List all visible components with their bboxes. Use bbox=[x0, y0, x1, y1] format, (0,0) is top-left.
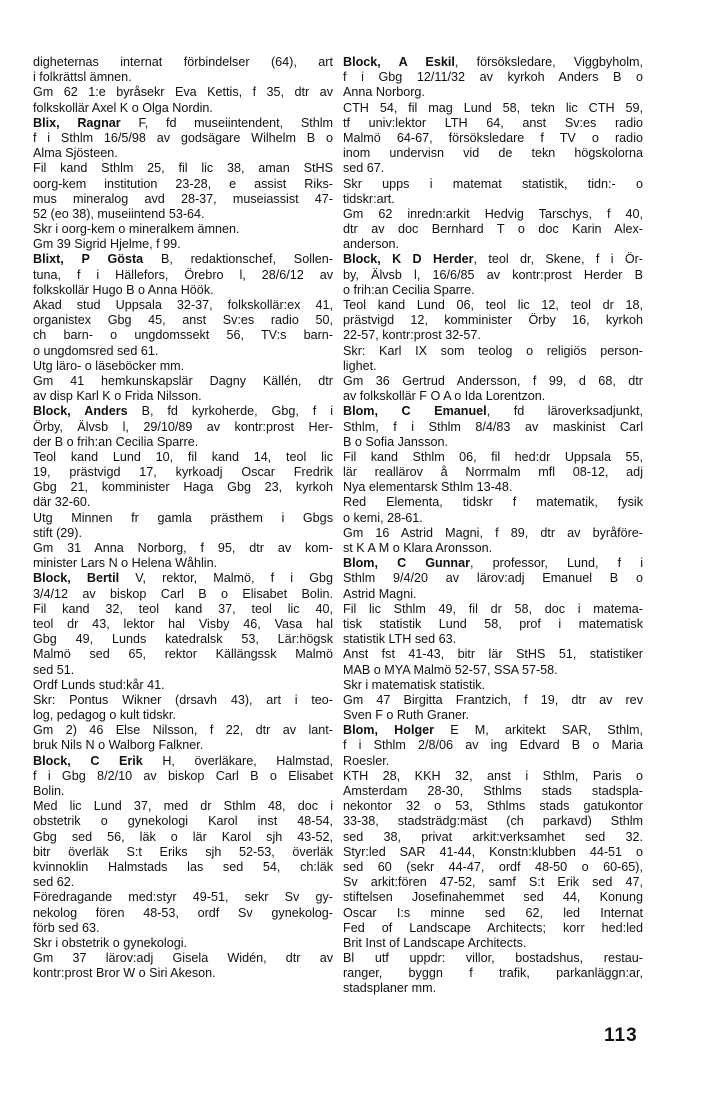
line-text: Skr: Pontus Wikner (drsavh 43), art i teo- bbox=[33, 692, 333, 707]
line-text: Astrid Magni. bbox=[343, 586, 417, 601]
text-line bbox=[343, 450, 643, 465]
line-text: der B o frih:an Cecilia Sparre. bbox=[33, 434, 199, 449]
entry-heading-line bbox=[343, 252, 643, 267]
line-text: Roesler. bbox=[343, 753, 390, 768]
line-text: nekolog fören 48-53, ordf Sv gynekolog- bbox=[33, 905, 333, 920]
line-text: stadsplaner mm. bbox=[343, 981, 437, 996]
entry-name: Blixt, P Gösta bbox=[33, 252, 144, 267]
text-line bbox=[33, 222, 333, 237]
text-line bbox=[33, 738, 333, 753]
text-line bbox=[33, 328, 333, 343]
entry-name: Block, C Erik bbox=[33, 753, 143, 768]
line-text: Fil kand 32, teol kand 37, teol lic 40, bbox=[33, 601, 333, 616]
line-text: Gm 2) 46 Else Nilsson, f 22, dtr av lant- bbox=[33, 723, 333, 738]
text-line bbox=[33, 723, 333, 738]
text-line bbox=[33, 693, 333, 708]
line-text: Bl utf uppdr: villor, bostadshus, restau- bbox=[343, 951, 643, 966]
text-line bbox=[33, 951, 333, 966]
line-text: Skr i matematisk statistik. bbox=[343, 677, 486, 692]
text-line bbox=[33, 966, 333, 981]
text-line bbox=[343, 754, 643, 769]
text-line bbox=[33, 101, 333, 116]
text-line bbox=[33, 450, 333, 465]
line-text: statistik LTH sed 63. bbox=[343, 632, 457, 647]
entry-heading-line bbox=[33, 252, 333, 267]
text-line bbox=[343, 192, 643, 207]
text-line bbox=[33, 814, 333, 829]
line-text: f i Gbg 12/11/32 av kyrkoh Anders B o bbox=[343, 70, 643, 85]
text-line bbox=[343, 860, 643, 875]
line-text: o frih:an Cecilia Sparre. bbox=[343, 282, 475, 297]
line-text: Gbg 49, Lunds katedralsk 53, Lär:högsk bbox=[33, 632, 333, 647]
line-text: folkskollär Hugo B o Anna Höök. bbox=[33, 282, 214, 297]
line-text: lighet. bbox=[343, 358, 377, 373]
text-line bbox=[33, 298, 333, 313]
entry-heading-line bbox=[343, 404, 643, 419]
line-text: tisk statistik Lund 58, prof i matematisk bbox=[343, 616, 643, 631]
text-line bbox=[343, 921, 643, 936]
line-text: Malmö 64-67, försöksledare f TV o radio bbox=[343, 130, 643, 145]
text-line bbox=[343, 237, 643, 252]
line-text: Sthlm, f i Sthlm 8/4/83 av maskinist Carl bbox=[343, 419, 643, 434]
entry-heading-line bbox=[343, 55, 643, 70]
line-text: obstetrik o gynekologi Karol inst 48-54, bbox=[33, 814, 333, 829]
line-text: sed 51. bbox=[33, 662, 75, 677]
text-line bbox=[33, 161, 333, 176]
line-text: f i Gbg 8/2/10 av biskop Carl B o Elisabet bbox=[33, 768, 333, 783]
text-line bbox=[343, 784, 643, 799]
line-text: kvinnoklin Halmstads las sed 54, ch:läk bbox=[33, 859, 333, 874]
text-line bbox=[33, 146, 333, 161]
line-text: oorg-kem institution 23-28, e assist Riks- bbox=[33, 176, 333, 191]
text-line bbox=[343, 830, 643, 845]
line-text: dtr av doc Bernhard T o doc Karin Alex- bbox=[343, 222, 643, 237]
line-text: lär reallärov å Norrmalm mfl 08-12, adj bbox=[343, 465, 643, 480]
line-text: Styr:led SAR 41-44, Konstn:klubben 44-51 o bbox=[343, 844, 643, 859]
line-text: av disp Karl K o Frida Nilsson. bbox=[33, 389, 202, 404]
text-line bbox=[33, 769, 333, 784]
line-text: Skr upps i matemat statistik, tidn:- o bbox=[343, 176, 643, 191]
entry-heading-line bbox=[343, 556, 643, 571]
line-text: , teol dr, Skene, f i Ör- bbox=[473, 252, 643, 267]
text-line bbox=[33, 830, 333, 845]
text-line bbox=[33, 526, 333, 541]
line-text: ranger, byggn f trafik, parkanläggn:ar, bbox=[343, 966, 643, 981]
text-line bbox=[343, 617, 643, 632]
line-text: Sven F o Ruth Graner. bbox=[343, 708, 469, 723]
text-line bbox=[343, 207, 643, 222]
line-text: nekontor 32 o 53, Sthlms stads gatukontor bbox=[343, 799, 643, 814]
line-text: folkskollär Axel K o Olga Nordin. bbox=[33, 100, 213, 115]
text-line bbox=[33, 511, 333, 526]
text-line bbox=[33, 860, 333, 875]
text-line bbox=[33, 906, 333, 921]
text-line bbox=[33, 921, 333, 936]
text-line bbox=[33, 420, 333, 435]
entry-name: Block, Bertil bbox=[33, 571, 120, 586]
line-text: o ungdomsred sed 61. bbox=[33, 343, 159, 358]
text-line bbox=[343, 602, 643, 617]
line-text: prästvigd 12, komminister Örby 16, kyrkoh bbox=[343, 313, 643, 328]
entry-name: Block, A Eskil bbox=[343, 55, 455, 69]
line-text: där 32-60. bbox=[33, 495, 91, 510]
right-column bbox=[343, 55, 643, 997]
line-text: Gm 36 Gertrud Andersson, f 99, d 68, dtr bbox=[343, 373, 643, 388]
text-line bbox=[33, 55, 333, 70]
text-line bbox=[343, 541, 643, 556]
text-line bbox=[343, 374, 643, 389]
page-number: 113 bbox=[604, 1025, 638, 1046]
text-line bbox=[33, 207, 333, 222]
line-text: H, överläkare, Halmstad, bbox=[142, 753, 333, 768]
line-text: sed 60 (sekr 44-47, ordf 48-50 o 60-65), bbox=[343, 859, 643, 874]
line-text: Skr: Karl IX som teolog o religiös person- bbox=[343, 343, 643, 358]
text-line bbox=[33, 465, 333, 480]
text-line bbox=[33, 587, 333, 602]
line-text: Alma Sjösteen. bbox=[33, 146, 118, 161]
text-line bbox=[33, 359, 333, 374]
line-text: Anst fst 41-43, bitr lär StHS 51, statistiker bbox=[343, 647, 643, 662]
line-text: av folkskollär F O A o Ida Lorentzon. bbox=[343, 389, 546, 404]
text-line bbox=[33, 875, 333, 890]
text-line bbox=[343, 814, 643, 829]
text-line bbox=[343, 85, 643, 100]
line-text: 33-38, stadsträdg:mäst (ch parkavd) Sthlm bbox=[343, 814, 643, 829]
line-text: Bolin. bbox=[33, 784, 65, 798]
line-text: mus mineralog avd 28-37, museiassist 47- bbox=[33, 191, 333, 206]
text-line bbox=[343, 116, 643, 131]
text-line bbox=[343, 936, 643, 951]
entry-heading-line bbox=[343, 723, 643, 738]
line-text: Brit Inst of Landscape Architects. bbox=[343, 935, 527, 950]
line-text: Fil kand Sthlm 25, fil lic 38, aman StHS bbox=[33, 161, 333, 176]
line-text: Akad stud Uppsala 32-37, folkskollär:ex 41, bbox=[33, 298, 333, 312]
line-text: E M, arkitekt SAR, Sthlm, bbox=[434, 723, 643, 738]
line-text: KTH 28, KKH 32, anst i Sthlm, Paris o bbox=[343, 768, 643, 783]
line-text: Gbg sed 56, läk o lär Karol sjh 43-52, bbox=[33, 829, 333, 844]
text-line bbox=[33, 890, 333, 905]
text-line bbox=[33, 85, 333, 100]
line-text: B, redaktionschef, Sollen- bbox=[143, 252, 333, 267]
line-text: Med lic Lund 37, med dr Sthlm 48, doc i bbox=[33, 799, 333, 814]
line-text: ch barn- o ungdomssekt 56, TV:s barn- bbox=[33, 328, 333, 343]
line-text: , fd läroverksadjunkt, bbox=[486, 404, 643, 419]
line-text: Amsterdam 28-30, Sthlms stads stadspla- bbox=[343, 784, 643, 798]
line-text: digheternas internat förbindelser (64), art bbox=[33, 55, 333, 69]
text-line bbox=[33, 177, 333, 192]
text-line bbox=[343, 632, 643, 647]
line-text: organistex Gbg 45, anst Sv:es radio 50, bbox=[33, 313, 333, 328]
entry-name: Blom, C Gunnar bbox=[343, 556, 471, 571]
line-text: Red Elementa, tidskr f matematik, fysik bbox=[343, 495, 643, 510]
line-text: inom undervisn vid de tekn högskolorna bbox=[343, 146, 643, 161]
line-text: Utg Minnen fr gamla prästhem i Gbgs bbox=[33, 510, 333, 525]
text-line bbox=[343, 647, 643, 662]
line-text: Utg läro- o läseböcker mm. bbox=[33, 358, 185, 373]
line-text: Gm 16 Astrid Magni, f 89, dtr av byråföre- bbox=[343, 525, 643, 540]
text-line bbox=[33, 374, 333, 389]
line-text: i folkrättsl ämnen. bbox=[33, 70, 132, 85]
entry-name: Block, Anders bbox=[33, 404, 128, 419]
text-line bbox=[343, 283, 643, 298]
text-line bbox=[33, 192, 333, 207]
line-text: Sthlm 9/4/20 av lärov:adj Emanuel B o bbox=[343, 571, 643, 586]
text-line bbox=[33, 313, 333, 328]
text-line bbox=[33, 708, 333, 723]
line-text: kontr:prost Bror W o Siri Akeson. bbox=[33, 966, 216, 981]
text-line bbox=[343, 389, 643, 404]
line-text: st K A M o Klara Aronsson. bbox=[343, 541, 493, 555]
line-text: MAB o MYA Malmö 52-57, SSA 57-58. bbox=[343, 662, 558, 677]
line-text: Gm 62 inredn:arkit Hedvig Tarschys, f 40, bbox=[343, 206, 643, 221]
text-line bbox=[33, 617, 333, 632]
text-line bbox=[343, 161, 643, 176]
line-text: Fil kand Sthlm 06, fil hed:dr Uppsala 55, bbox=[343, 449, 643, 464]
text-line bbox=[33, 647, 333, 662]
line-text: Skr i oorg-kem o mineralkem ämnen. bbox=[33, 222, 240, 237]
line-text: 3/4/12 av biskop Carl B o Elisabet Bolin. bbox=[33, 586, 333, 601]
line-text: teol dr 43, lektor hal Visby 46, Vasa hal bbox=[33, 616, 333, 631]
text-line bbox=[343, 465, 643, 480]
line-text: anderson. bbox=[343, 237, 400, 252]
text-line bbox=[343, 875, 643, 890]
text-line bbox=[343, 571, 643, 586]
line-text: Ordf Lunds stud:kår 41. bbox=[33, 677, 165, 692]
text-line bbox=[33, 237, 333, 252]
line-text: Fed of Landscape Architects; korr hed:led bbox=[343, 920, 643, 935]
text-line bbox=[33, 131, 333, 146]
entry-name: Blom, C Emanuel bbox=[343, 404, 487, 419]
text-line bbox=[33, 268, 333, 283]
line-text: förb sed 63. bbox=[33, 920, 100, 935]
line-text: Gm 62 1:e byråsekr Eva Kettis, f 35, dtr av bbox=[33, 85, 333, 100]
line-text: Örby, Älvsb l, 29/10/89 av kontr:prost Her- bbox=[33, 419, 333, 434]
entry-heading-line bbox=[33, 404, 333, 419]
entry-name: Block, K D Herder bbox=[343, 252, 474, 267]
text-line bbox=[343, 678, 643, 693]
line-text: tuna, f i Hällefors, Örebro l, 28/6/12 av bbox=[33, 267, 333, 282]
line-text: tf univ:lektor LTH 64, anst Sv:es radio bbox=[343, 115, 643, 130]
text-line bbox=[343, 966, 643, 981]
entry-heading-line bbox=[33, 116, 333, 131]
left-column bbox=[33, 55, 333, 981]
text-line bbox=[343, 495, 643, 510]
line-text: 52 (eo 38), museiintend 53-64. bbox=[33, 206, 205, 221]
text-line bbox=[343, 131, 643, 146]
text-line bbox=[343, 906, 643, 921]
text-line bbox=[33, 70, 333, 85]
line-text: f i Sthlm 2/8/06 av ing Edvard B o Maria bbox=[343, 738, 643, 753]
entry-heading-line bbox=[33, 571, 333, 586]
text-line bbox=[343, 328, 643, 343]
text-line bbox=[343, 146, 643, 161]
line-text: log, pedagog o kult tidskr. bbox=[33, 708, 176, 723]
line-text: B, fd kyrkoherde, Gbg, f i bbox=[127, 404, 333, 419]
text-line bbox=[343, 890, 643, 905]
text-line bbox=[33, 283, 333, 298]
text-line bbox=[343, 344, 643, 359]
line-text: Fil lic Sthlm 49, fil dr 58, doc i matema- bbox=[343, 601, 643, 616]
text-line bbox=[343, 480, 643, 495]
line-text: sed 38, privat arkit:verksamhet sed 32. bbox=[343, 829, 643, 844]
line-text: 19, prästvigd 17, kyrkoadj Oscar Fredrik bbox=[33, 465, 333, 480]
line-text: minister Lars N o Helena Wåhlin. bbox=[33, 556, 218, 571]
text-line bbox=[343, 359, 643, 374]
line-text: Nya elementarsk Sthlm 13-48. bbox=[343, 480, 513, 495]
text-line bbox=[343, 951, 643, 966]
line-text: B o Sofia Jansson. bbox=[343, 434, 449, 449]
text-line bbox=[343, 420, 643, 435]
entry-name: Blom, Holger bbox=[343, 723, 435, 738]
line-text: sed 62. bbox=[33, 875, 75, 890]
text-line bbox=[33, 799, 333, 814]
line-text: Gbg 21, komminister Haga Gbg 23, kyrkoh bbox=[33, 480, 333, 495]
text-line bbox=[33, 663, 333, 678]
entry-name: Blix, Ragnar bbox=[33, 115, 121, 130]
line-text: Anna Norborg. bbox=[343, 85, 425, 100]
text-line bbox=[33, 541, 333, 556]
text-line bbox=[343, 526, 643, 541]
line-text: stiftelsen Josefinahemmet sed 44, Konung bbox=[343, 890, 643, 905]
text-line bbox=[343, 298, 643, 313]
line-text: Malmö sed 65, rektor Källängssk Malmö bbox=[33, 647, 333, 662]
text-line bbox=[343, 435, 643, 450]
line-text: Gm 47 Birgitta Frantzich, f 19, dtr av rev bbox=[343, 692, 643, 707]
text-line bbox=[33, 435, 333, 450]
line-text: 22-57, kontr:prost 32-57. bbox=[343, 328, 481, 343]
line-text: o kemi, 28-61. bbox=[343, 510, 423, 525]
line-text: Gm 31 Anna Norborg, f 95, dtr av kom- bbox=[33, 541, 333, 555]
text-line bbox=[343, 799, 643, 814]
text-line bbox=[343, 587, 643, 602]
entry-heading-line bbox=[33, 754, 333, 769]
text-line bbox=[343, 177, 643, 192]
text-line bbox=[33, 480, 333, 495]
text-line bbox=[343, 268, 643, 283]
text-line bbox=[33, 389, 333, 404]
line-text: tidskr:art. bbox=[343, 191, 395, 206]
text-line bbox=[33, 632, 333, 647]
text-line bbox=[343, 981, 643, 996]
text-line bbox=[343, 663, 643, 678]
text-line bbox=[343, 511, 643, 526]
text-line bbox=[343, 708, 643, 723]
line-text: Gm 37 lärov:adj Gisela Widén, dtr av bbox=[33, 951, 333, 966]
line-text: f i Sthlm 16/5/98 av godsägare Wilhelm B o bbox=[33, 130, 333, 145]
line-text: Föredragande med:styr 49-51, sekr Sv gy- bbox=[33, 890, 333, 905]
text-line bbox=[343, 101, 643, 116]
line-text: stift (29). bbox=[33, 525, 82, 540]
line-text: Teol kand Lund 06, teol lic 12, teol dr 18, bbox=[343, 298, 643, 312]
text-line bbox=[343, 222, 643, 237]
text-line bbox=[33, 602, 333, 617]
text-line bbox=[343, 313, 643, 328]
text-line bbox=[343, 738, 643, 753]
line-text: Gm 39 Sigrid Hjelme, f 99. bbox=[33, 237, 181, 252]
text-line bbox=[33, 936, 333, 951]
line-text: , försöksledare, Viggbyholm, bbox=[454, 55, 643, 69]
text-line bbox=[33, 495, 333, 510]
text-line bbox=[33, 784, 333, 799]
line-text: Gm 41 hemkunskapslär Dagny Källén, dtr bbox=[33, 373, 333, 388]
line-text: bitr överläk S:t Eriks sjh 52-53, överläk bbox=[33, 844, 333, 859]
line-text: bruk Nils N o Walborg Falkner. bbox=[33, 738, 204, 753]
text-line bbox=[343, 70, 643, 85]
line-text: by, Älvsb l, 16/6/85 av kontr:prost Herder B bbox=[343, 267, 643, 282]
line-text: sed 67. bbox=[343, 161, 385, 176]
text-line bbox=[33, 344, 333, 359]
line-text: Sv arkit:fören 47-52, samf S:t Erik sed 47, bbox=[343, 875, 643, 890]
text-line bbox=[33, 556, 333, 571]
text-line bbox=[33, 678, 333, 693]
text-line bbox=[343, 693, 643, 708]
line-text: Teol kand Lund 10, fil kand 14, teol lic bbox=[33, 449, 333, 464]
line-text: , professor, Lund, f i bbox=[470, 556, 643, 571]
text-line bbox=[33, 845, 333, 860]
line-text: CTH 54, fil mag Lund 58, tekn lic CTH 59, bbox=[343, 100, 643, 115]
line-text: V, rektor, Malmö, f i Gbg bbox=[119, 571, 333, 586]
line-text: Oscar I:s minne sed 62, led Internat bbox=[343, 905, 643, 920]
text-line bbox=[343, 769, 643, 784]
text-line bbox=[343, 845, 643, 860]
line-text: Skr i obstetrik o gynekologi. bbox=[33, 935, 187, 950]
line-text: F, fd museiintendent, Sthlm bbox=[120, 115, 333, 130]
